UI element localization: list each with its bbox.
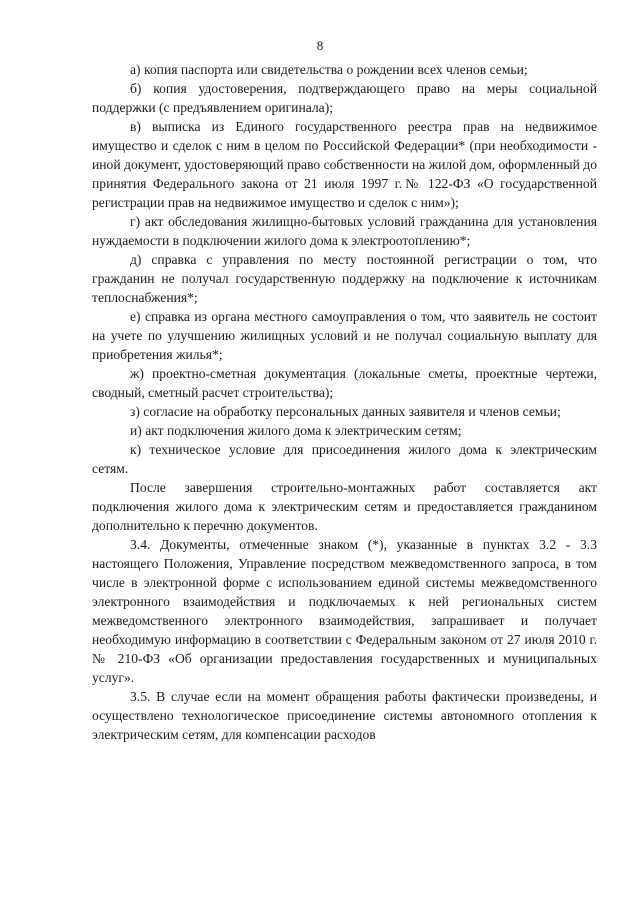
document-body xyxy=(92,60,597,744)
paragraph-3-5: 3.5. В случае если на момент обращения работы фактически произведены, и осуществлено технологическое присоединение системы автономного отопления к электрическим сетям, для компенсации расходов xyxy=(92,689,597,742)
paragraph-item-k: к) техническое условие для присоединения жилого дома к электрическим сетям. xyxy=(92,442,597,476)
paragraph-item-g: г) акт обследования жилищно-бытовых условий гражданина для установления нуждаемости в подключении жилого дома к электроотоплению*; xyxy=(92,214,597,248)
paragraph-item-a: а) копия паспорта или свидетельства о рождении всех членов семьи; xyxy=(130,62,528,77)
paragraph-after-construction: После завершения строительно-монтажных работ составляется акт подключения жилого дома к электрическим сетям и предоставляется гражданином дополнительно к перечню документов. xyxy=(92,480,597,533)
paragraph-item-b: б) копия удостоверения, подтверждающего право на меры социальной поддержки (с предъявлением оригинала); xyxy=(92,81,597,115)
paragraph-item-v: в) выписка из Единого государственного реестра прав на недвижимое имущество и сделок с ним в целом по Российской Федерации* (при необходимости - иной документ, удостоверяющий право собственности на жилой дом, оформленный до принятия Федерального закона от 21 июля 1997 г.№ 122-ФЗ «О государственной регистрации прав на недвижимое имущество и сделок с ним»); xyxy=(92,119,597,210)
paragraph-item-i: и) акт подключения жилого дома к электрическим сетям; xyxy=(130,423,462,438)
paragraph-3-4: 3.4. Документы, отмеченные знаком (*), указанные в пунктах 3.2 - 3.3 настоящего Положения, Управление посредством межведомственного запроса, в том числе в электронной форме с использованием единой системы межведомственного электронного взаимодействия и подключаемых к ней региональных систем межведомственного электронного взаимодействия, запрашивает и получает необходимую информацию в соответствии с Федеральным законом от 27 июля 2010 г. № 210-ФЗ «Об организации предоставления государственных и муниципальных услуг». xyxy=(92,537,597,685)
paragraph-item-z: з) согласие на обработку персональных данных заявителя и членов семьи; xyxy=(130,404,561,419)
paragraph-item-d: д) справка с управления по месту постоянной регистрации о том, что гражданин не получал государственную поддержку на подключение к источникам теплоснабжения*; xyxy=(92,252,597,305)
page-number: 8 xyxy=(316,38,324,53)
paragraph-item-e: е) справка из органа местного самоуправления о том, что заявитель не состоит на учете по улучшению жилищных условий и не получал социальную выплату для приобретения жилья*; xyxy=(92,309,597,362)
paragraph-item-zh: ж) проектно-сметная документация (локальные сметы, проектные чертежи, сводный, сметный расчет строительства); xyxy=(92,366,597,400)
